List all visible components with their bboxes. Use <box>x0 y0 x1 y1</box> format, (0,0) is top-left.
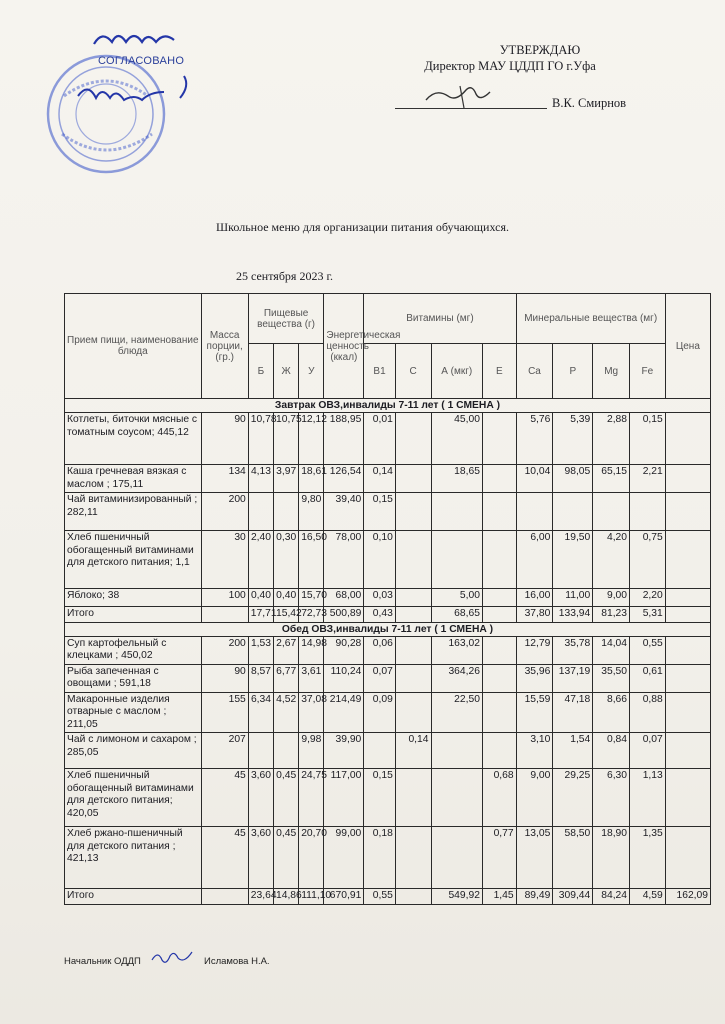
cell-price: 162,09 <box>665 889 710 905</box>
cell-mass <box>201 889 248 905</box>
cell-e <box>482 531 516 589</box>
cell-b1: 0,06 <box>364 636 396 664</box>
cell-e: 0,77 <box>482 827 516 889</box>
cell-b1: 0,09 <box>364 692 396 733</box>
cell-price <box>665 589 710 607</box>
cell-b1: 0,55 <box>364 889 396 905</box>
cell-b: 6,34 <box>248 692 273 733</box>
cell-energy: 90,28 <box>324 636 364 664</box>
cell-name: Итого <box>65 889 202 905</box>
cell-mass: 200 <box>201 493 248 531</box>
document-date: 25 сентября 2023 г. <box>236 269 334 283</box>
cell-price <box>665 692 710 733</box>
cell-e <box>482 692 516 733</box>
cell-p: 309,44 <box>553 889 593 905</box>
cell-c <box>395 607 431 623</box>
cell-name: Чай с лимоном и сахаром ; 285,05 <box>65 733 202 769</box>
table-row <box>65 827 711 889</box>
cell-b: 8,57 <box>248 664 273 692</box>
cell-ca: 37,80 <box>516 607 553 623</box>
cell-e <box>482 664 516 692</box>
col-b1: В1 <box>364 344 396 399</box>
cell-p: 35,78 <box>553 636 593 664</box>
cell-price <box>665 827 710 889</box>
cell-u: 20,70 <box>299 827 324 889</box>
cell-name: Итого <box>65 607 202 623</box>
cell-mg: 35,50 <box>593 664 630 692</box>
cell-p: 133,94 <box>553 607 593 623</box>
col-u: У <box>299 344 324 399</box>
cell-a: 45,00 <box>431 413 482 465</box>
table-row <box>65 692 711 733</box>
cell-c <box>395 589 431 607</box>
cell-ca: 35,96 <box>516 664 553 692</box>
cell-zh: 14,86 <box>273 889 298 905</box>
cell-b: 4,13 <box>248 465 273 493</box>
cell-b: 10,78 <box>248 413 273 465</box>
menu-table-body <box>65 399 711 905</box>
cell-name: Рыба запеченная с овощами ; 591,18 <box>65 664 202 692</box>
total-row <box>65 889 711 905</box>
col-energy: Энергетическая ценность (ккал) <box>324 294 364 399</box>
cell-b1: 0,10 <box>364 531 396 589</box>
table-row <box>65 733 711 769</box>
total-row <box>65 607 711 623</box>
cell-p: 5,39 <box>553 413 593 465</box>
cell-b: 23,64 <box>248 889 273 905</box>
cell-ca: 10,04 <box>516 465 553 493</box>
cell-u: 9,98 <box>299 733 324 769</box>
cell-b1: 0,03 <box>364 589 396 607</box>
cell-b: 3,60 <box>248 769 273 827</box>
cell-name: Хлеб ржано-пшеничный для детского питания ; 421,13 <box>65 827 202 889</box>
cell-fe: 5,31 <box>630 607 666 623</box>
cell-p: 58,50 <box>553 827 593 889</box>
cell-e <box>482 589 516 607</box>
col-ca: Ca <box>516 344 553 399</box>
cell-c <box>395 827 431 889</box>
cell-mg: 14,04 <box>593 636 630 664</box>
cell-b: 1,53 <box>248 636 273 664</box>
cell-zh: 10,75 <box>273 413 298 465</box>
cell-price <box>665 493 710 531</box>
cell-mg: 65,15 <box>593 465 630 493</box>
cell-b1: 0,07 <box>364 664 396 692</box>
cell-a <box>431 531 482 589</box>
approve-title: УТВЕРЖДАЮ <box>499 43 581 57</box>
cell-c: 0,14 <box>395 733 431 769</box>
col-vitamins: Витамины (мг) <box>364 294 516 344</box>
agreed-label: СОГЛАСОВАНО <box>98 55 185 67</box>
cell-u: 15,70 <box>299 589 324 607</box>
cell-price <box>665 607 710 623</box>
cell-zh: 3,97 <box>273 465 298 493</box>
col-price: Цена <box>665 294 710 399</box>
cell-name: Каша гречневая вязкая с маслом ; 175,11 <box>65 465 202 493</box>
table-row <box>65 465 711 493</box>
cell-u: 12,12 <box>299 413 324 465</box>
cell-price <box>665 413 710 465</box>
cell-mass: 30 <box>201 531 248 589</box>
cell-b: 3,60 <box>248 827 273 889</box>
cell-e <box>482 465 516 493</box>
cell-p: 98,05 <box>553 465 593 493</box>
cell-zh: 0,30 <box>273 531 298 589</box>
cell-e <box>482 413 516 465</box>
cell-mass: 207 <box>201 733 248 769</box>
table-row <box>65 636 711 664</box>
cell-energy: 39,40 <box>324 493 364 531</box>
cell-mass: 134 <box>201 465 248 493</box>
cell-e <box>482 733 516 769</box>
col-mass: Масса порции, (гр.) <box>201 294 248 399</box>
footer-signature <box>148 946 196 968</box>
menu-table <box>64 293 711 905</box>
cell-u: 24,75 <box>299 769 324 827</box>
cell-p: 137,19 <box>553 664 593 692</box>
col-fe: Fe <box>630 344 666 399</box>
cell-mg: 81,23 <box>593 607 630 623</box>
cell-b1: 0,43 <box>364 607 396 623</box>
cell-b: 0,40 <box>248 589 273 607</box>
cell-ca: 15,59 <box>516 692 553 733</box>
cell-name: Суп картофельный с клецками ; 450,02 <box>65 636 202 664</box>
cell-a: 68,65 <box>431 607 482 623</box>
cell-energy: 500,89 <box>324 607 364 623</box>
table-row <box>65 413 711 465</box>
cell-price <box>665 664 710 692</box>
round-seal-stamp <box>34 26 194 176</box>
cell-b1 <box>364 733 396 769</box>
cell-a: 364,26 <box>431 664 482 692</box>
cell-zh: 0,45 <box>273 769 298 827</box>
cell-a <box>431 769 482 827</box>
cell-mg: 8,66 <box>593 692 630 733</box>
cell-b: 2,40 <box>248 531 273 589</box>
cell-c <box>395 889 431 905</box>
cell-p: 47,18 <box>553 692 593 733</box>
cell-name: Макаронные изделия отварные с маслом ; 211,05 <box>65 692 202 733</box>
section-header-row <box>65 399 711 413</box>
cell-price <box>665 465 710 493</box>
cell-mg: 6,30 <box>593 769 630 827</box>
col-p: P <box>553 344 593 399</box>
cell-energy: 110,24 <box>324 664 364 692</box>
cell-e: 1,45 <box>482 889 516 905</box>
cell-mg: 0,84 <box>593 733 630 769</box>
cell-b1: 0,15 <box>364 769 396 827</box>
cell-zh <box>273 733 298 769</box>
cell-fe: 1,35 <box>630 827 666 889</box>
cell-mass: 45 <box>201 769 248 827</box>
cell-b <box>248 493 273 531</box>
cell-ca: 13,05 <box>516 827 553 889</box>
approval-block <box>400 42 620 74</box>
cell-mg: 2,88 <box>593 413 630 465</box>
cell-name: Чай витаминизированный ; 282,11 <box>65 493 202 531</box>
cell-fe: 0,07 <box>630 733 666 769</box>
cell-a: 163,02 <box>431 636 482 664</box>
cell-fe: 2,20 <box>630 589 666 607</box>
cell-ca: 89,49 <box>516 889 553 905</box>
cell-b1: 0,15 <box>364 493 396 531</box>
table-row <box>65 531 711 589</box>
cell-mass: 90 <box>201 664 248 692</box>
cell-mass <box>201 607 248 623</box>
cell-a: 22,50 <box>431 692 482 733</box>
cell-c <box>395 531 431 589</box>
cell-c <box>395 664 431 692</box>
cell-name: Хлеб пшеничный обогащенный витаминами для детского питания; 420,05 <box>65 769 202 827</box>
table-row <box>65 664 711 692</box>
footer-name: Исламова Н.А. <box>204 956 270 967</box>
cell-name: Котлеты, биточки мясные с томатным соусом; 445,12 <box>65 413 202 465</box>
cell-u: 14,98 <box>299 636 324 664</box>
cell-zh: 2,67 <box>273 636 298 664</box>
cell-energy: 188,95 <box>324 413 364 465</box>
cell-zh: 0,45 <box>273 827 298 889</box>
cell-fe: 0,61 <box>630 664 666 692</box>
cell-c <box>395 636 431 664</box>
cell-b1: 0,14 <box>364 465 396 493</box>
cell-ca: 9,00 <box>516 769 553 827</box>
cell-mg: 18,90 <box>593 827 630 889</box>
section-header-row <box>65 622 711 636</box>
col-c: С <box>395 344 431 399</box>
cell-ca: 12,79 <box>516 636 553 664</box>
cell-energy: 78,00 <box>324 531 364 589</box>
col-a: А (мкг) <box>431 344 482 399</box>
cell-b1: 0,18 <box>364 827 396 889</box>
cell-energy: 214,49 <box>324 692 364 733</box>
cell-fe: 0,55 <box>630 636 666 664</box>
cell-u: 72,73 <box>299 607 324 623</box>
cell-p: 19,50 <box>553 531 593 589</box>
cell-ca: 6,00 <box>516 531 553 589</box>
cell-u: 3,61 <box>299 664 324 692</box>
cell-u: 111,10 <box>299 889 324 905</box>
cell-b: 17,71 <box>248 607 273 623</box>
cell-a <box>431 733 482 769</box>
cell-b1: 0,01 <box>364 413 396 465</box>
director-name: В.К. Смирнов <box>552 96 627 110</box>
cell-c <box>395 769 431 827</box>
cell-p: 29,25 <box>553 769 593 827</box>
cell-a: 5,00 <box>431 589 482 607</box>
cell-e <box>482 636 516 664</box>
cell-a: 18,65 <box>431 465 482 493</box>
cell-p: 11,00 <box>553 589 593 607</box>
cell-ca <box>516 493 553 531</box>
cell-mg: 9,00 <box>593 589 630 607</box>
cell-ca: 3,10 <box>516 733 553 769</box>
col-nutrients: Пищевые вещества (г) <box>248 294 324 344</box>
section-title: Обед ОВЗ,инвалиды 7-11 лет ( 1 СМЕНА ) <box>65 622 711 636</box>
cell-energy: 99,00 <box>324 827 364 889</box>
cell-ca: 5,76 <box>516 413 553 465</box>
cell-zh: 15,42 <box>273 607 298 623</box>
cell-zh: 0,40 <box>273 589 298 607</box>
col-meal: Прием пищи, наименование блюда <box>65 294 202 399</box>
col-minerals: Минеральные вещества (мг) <box>516 294 665 344</box>
cell-u: 16,50 <box>299 531 324 589</box>
document-title: Школьное меню для организации питания обучающихся. <box>216 220 509 234</box>
cell-price <box>665 636 710 664</box>
cell-b <box>248 733 273 769</box>
cell-zh <box>273 493 298 531</box>
cell-ca: 16,00 <box>516 589 553 607</box>
cell-c <box>395 413 431 465</box>
col-b: Б <box>248 344 273 399</box>
section-title: Завтрак ОВЗ,инвалиды 7-11 лет ( 1 СМЕНА ) <box>65 399 711 413</box>
cell-fe: 4,59 <box>630 889 666 905</box>
cell-fe: 0,15 <box>630 413 666 465</box>
table-row <box>65 769 711 827</box>
cell-p: 1,54 <box>553 733 593 769</box>
cell-name: Хлеб пшеничный обогащенный витаминами для детского питания; 1,1 <box>65 531 202 589</box>
cell-name: Яблоко; 38 <box>65 589 202 607</box>
table-row <box>65 589 711 607</box>
cell-fe: 0,75 <box>630 531 666 589</box>
cell-e <box>482 607 516 623</box>
cell-energy: 117,00 <box>324 769 364 827</box>
cell-mg: 84,24 <box>593 889 630 905</box>
approve-position: Директор МАУ ЦДДП ГО г.Уфа <box>424 59 596 73</box>
table-row <box>65 493 711 531</box>
cell-c <box>395 692 431 733</box>
cell-c <box>395 493 431 531</box>
cell-mass: 100 <box>201 589 248 607</box>
signature-line <box>395 108 547 109</box>
cell-p <box>553 493 593 531</box>
cell-e: 0,68 <box>482 769 516 827</box>
col-mg: Mg <box>593 344 630 399</box>
cell-price <box>665 769 710 827</box>
cell-fe: 1,13 <box>630 769 666 827</box>
cell-zh: 6,77 <box>273 664 298 692</box>
col-zh: Ж <box>273 344 298 399</box>
cell-u: 18,61 <box>299 465 324 493</box>
cell-e <box>482 493 516 531</box>
cell-zh: 4,52 <box>273 692 298 733</box>
cell-mass: 45 <box>201 827 248 889</box>
cell-a: 549,92 <box>431 889 482 905</box>
cell-fe <box>630 493 666 531</box>
cell-mg <box>593 493 630 531</box>
cell-mass: 155 <box>201 692 248 733</box>
cell-fe: 2,21 <box>630 465 666 493</box>
cell-energy: 39,90 <box>324 733 364 769</box>
footer-position: Начальник ОДДП <box>64 956 141 967</box>
cell-price <box>665 531 710 589</box>
cell-mg: 4,20 <box>593 531 630 589</box>
cell-c <box>395 465 431 493</box>
cell-energy: 670,91 <box>324 889 364 905</box>
cell-fe: 0,88 <box>630 692 666 733</box>
cell-energy: 68,00 <box>324 589 364 607</box>
cell-a <box>431 493 482 531</box>
cell-u: 9,80 <box>299 493 324 531</box>
cell-a <box>431 827 482 889</box>
cell-price <box>665 733 710 769</box>
cell-mass: 200 <box>201 636 248 664</box>
col-e: Е <box>482 344 516 399</box>
cell-u: 37,08 <box>299 692 324 733</box>
cell-mass: 90 <box>201 413 248 465</box>
cell-energy: 126,54 <box>324 465 364 493</box>
